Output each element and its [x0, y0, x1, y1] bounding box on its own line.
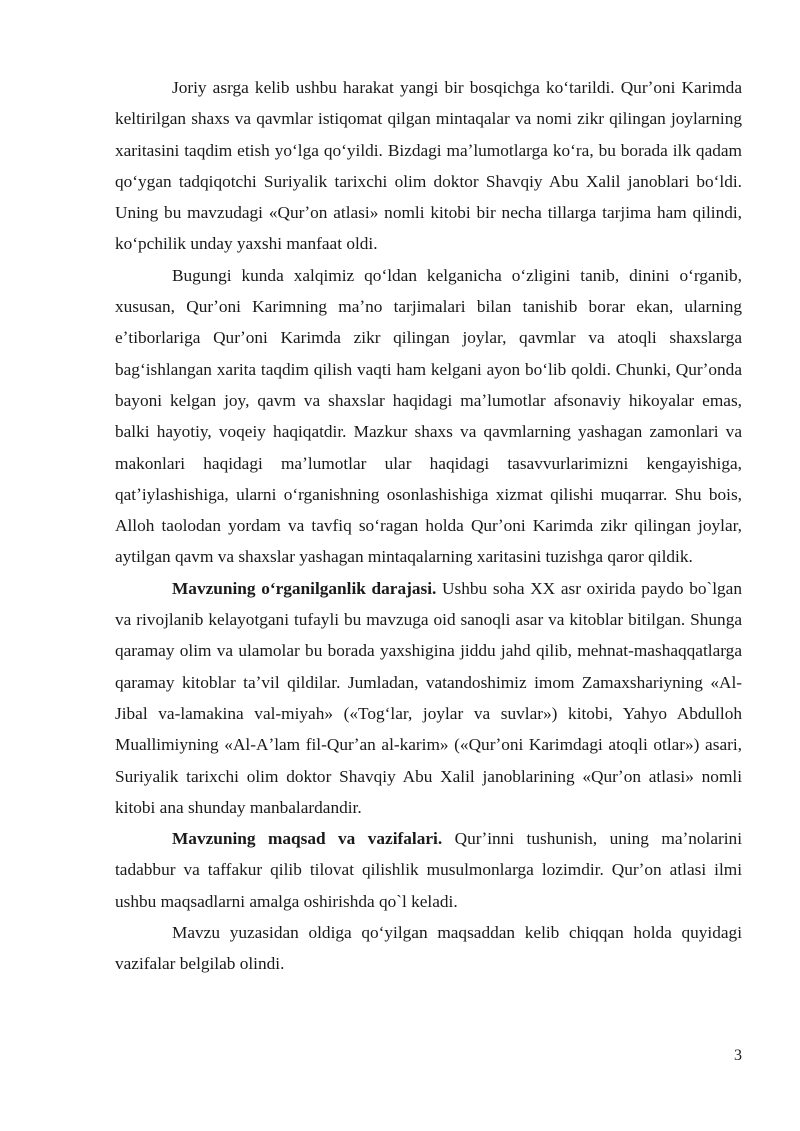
paragraph-text: Mavzu yuzasidan oldiga qoʻyilgan maqsaddan kelib chiqqan holda quyidagi vazifalar belgilab olindi.: [115, 923, 742, 974]
paragraph-text: Qurʼinni tushunish, uning maʼnolarini tadabbur va taffakur qilib tilovat qilishlik musulmonlarga lozimdir. Qurʼon atlasi ilmi ushbu maqsadlarni amalga oshirishda qo`l keladi.: [115, 829, 742, 911]
paragraph-tasks: [115, 917, 742, 980]
paragraph-text: Ushbu soha XX asr oxirida paydo bo`lgan va rivojlanib kelayotgani tufayli bu mavzuga oid sanoqli asar va kitoblar bitilgan. Shunga qaramay olim va ulamolar bu borada yaxshigina jiddu jahd qilib, mehnat-mashaqqatlarga qaramay kitoblar taʼvil qildilar. Jumladan, vatandoshimiz imom Zamaxshariyning «Al-Jibal va-lamakina val-miyah» («Togʻlar, joylar va suvlar») kitobi, Yahyo Abdulloh Muallimiyning «Al-Aʼlam fil-Qurʼan al-karim» («Qurʼoni Karimdagi atoqli otlar») asari, Suriyalik tarixchi olim doktor Shavqiy Abu Xalil janoblarining «Qurʼon atlasi» nomli kitobi ana shunday manbalardandir.: [115, 578, 742, 817]
section-heading: Mavzuning maqsad va vazifalari.: [172, 829, 443, 849]
paragraph-study-level: [115, 573, 742, 823]
paragraph-text: Joriy asrga kelib ushbu harakat yangi bir bosqichga koʻtarildi. Qurʼoni Karimda keltirilgan shaxs va qavmlar istiqomat qilgan mintaqalar va nomi zikr qilingan joylarning xaritasini taqdim etish yoʻlga qoʻyildi. Bizdagi maʼlumotlarga koʻra, bu borada ilk qadam qoʻygan tadqiqotchi Suriyalik tarixchi olim doktor Shavqiy Abu Xalil janoblari boʻldi. Uning bu mavzudagi «Qurʼon atlasi» nomli kitobi bir necha tillarga tarjima ham qilindi, koʻpchilik unday yaxshi manfaat oldi.: [115, 78, 742, 254]
paragraph-text: Bugungi kunda xalqimiz qoʻldan kelganicha oʻzligini tanib, dinini oʻrganib, xususan, Qurʼoni Karimning maʼno tarjimalari bilan tanishib borar ekan, ularning eʼtiborlariga Qurʼoni Karimda zikr qilingan joylar, qavmlar va atoqli shaxslarga bagʻishlangan xarita taqdim qilish vaqti ham kelgani ayon boʻlib qoldi. Chunki, Qurʼonda bayoni kelgan joy, qavm va shaxslar haqidagi maʼlumotlar afsonaviy hikoyalar emas, balki hayotiy, voqeiy haqiqatdir. Mazkur shaxs va qavmlarning yashagan zamonlari va makonlari haqidagi maʼlumotlar ular haqidagi tasavvurlarimizni kengayishiga, qatʼiylashishiga, ularni oʻrganishning osonlashishiga xizmat qilishi muqarrar. Shu bois, Alloh taolodan yordam va tavfiq soʻragan holda Qurʼoni Karimda zikr qilingan joylar, aytilgan qavm va shaxslar yashagan mintaqalarning xaritasini tuzishga qaror qildik.: [115, 265, 742, 567]
paragraph-intro: [115, 72, 742, 260]
paragraph-today: [115, 260, 742, 573]
section-heading: Mavzuning oʻrganilganlik darajasi.: [172, 578, 437, 598]
page-number: 3: [734, 1047, 742, 1064]
document-page: [115, 72, 742, 980]
paragraph-goals: [115, 823, 742, 917]
